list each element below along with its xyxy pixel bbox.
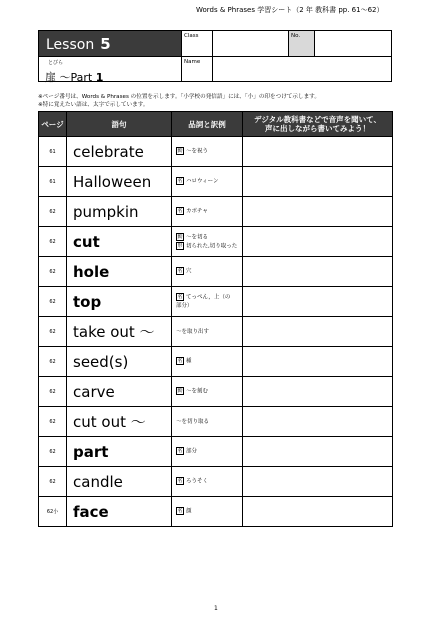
part-ruby: とびら: [48, 60, 64, 66]
table-row: [39, 467, 393, 497]
row-word: part: [67, 437, 172, 467]
meaning-text: ろうそく: [186, 478, 209, 485]
meaning-line: [176, 177, 242, 186]
row-page: 61: [39, 137, 67, 167]
row-word: take out ～: [67, 317, 172, 347]
row-meaning: [172, 197, 243, 227]
class-field[interactable]: [212, 31, 288, 56]
row-word: celebrate: [67, 137, 172, 167]
row-word: cut out ～: [67, 407, 172, 437]
meaning-text: 部分: [186, 448, 198, 455]
meaning-text: 顔: [186, 508, 192, 515]
meaning-line: [176, 477, 242, 486]
pos-badge: 名: [177, 508, 183, 515]
row-page: 62: [39, 197, 67, 227]
meaning-text: ハロウィーン: [186, 178, 219, 185]
row-word: Halloween: [67, 167, 172, 197]
writing-cell[interactable]: [243, 137, 393, 167]
row-word: cut: [67, 227, 172, 257]
lesson-info-box: [38, 30, 392, 82]
table-row: [39, 377, 393, 407]
row-word: carve: [67, 377, 172, 407]
table-row: [39, 137, 393, 167]
table-row: [39, 437, 393, 467]
meaning-line: [176, 418, 242, 426]
writing-cell[interactable]: [243, 497, 393, 527]
pos-badge: 名: [177, 448, 183, 455]
meaning-text: ～を切る: [186, 234, 209, 241]
lesson-number: 5: [100, 35, 111, 53]
row-page: 62: [39, 437, 67, 467]
name-field[interactable]: [212, 56, 391, 82]
no-label-cell: [288, 31, 314, 56]
lesson-label: Lesson 5: [39, 31, 181, 56]
row-meaning: [172, 407, 243, 437]
row-page: 61: [39, 167, 67, 197]
row-meaning: [172, 137, 243, 167]
header-page: ページ: [39, 112, 67, 137]
meaning-text: カボチャ: [186, 208, 208, 215]
meaning-line: [176, 147, 242, 156]
no-field[interactable]: [314, 31, 391, 56]
meaning-line: [176, 507, 242, 516]
header-word: 語句: [67, 112, 172, 137]
note-1: ※ページ番号は、Words & Phrases の位置を示します。「小学校の発信語」には、「小」の印をつけて示します。: [38, 94, 320, 100]
meaning-text: 部分）: [176, 302, 193, 309]
row-meaning: [172, 377, 243, 407]
meaning-text: ～を刻む: [186, 388, 209, 395]
row-word: candle: [67, 467, 172, 497]
writing-cell[interactable]: [243, 257, 393, 287]
pos-badge: 名: [177, 478, 183, 485]
row-word: top: [67, 287, 172, 317]
header-practice: デジタル教科書などで音声を聞いて、 声に出しながら書いてみよう！: [243, 112, 393, 137]
row-meaning: [172, 287, 243, 317]
writing-cell[interactable]: [243, 167, 393, 197]
row-page: 62小: [39, 497, 67, 527]
row-word: seed(s): [67, 347, 172, 377]
header-meaning: 品詞と訳例: [172, 112, 243, 137]
pos-badge: 動: [177, 148, 183, 155]
row-meaning: [172, 347, 243, 377]
row-page: 62: [39, 227, 67, 257]
row-meaning: [172, 317, 243, 347]
row-page: 62: [39, 287, 67, 317]
meaning-line: [176, 447, 242, 456]
writing-cell[interactable]: [243, 197, 393, 227]
row-meaning: [172, 257, 243, 287]
pos-badge: 名: [177, 268, 183, 275]
name-label: Name: [184, 59, 201, 65]
row-page: 62: [39, 407, 67, 437]
table-row: [39, 407, 393, 437]
row-page: 62: [39, 347, 67, 377]
no-label: No.: [291, 33, 301, 39]
meaning-text: 切られた,切り取った: [186, 243, 238, 249]
table-row: [39, 257, 393, 287]
pos-badge: 名: [177, 208, 183, 215]
meaning-line: [176, 328, 242, 336]
meaning-text: ～を取り出す: [176, 328, 210, 335]
row-page: 62: [39, 467, 67, 497]
meaning-line: [176, 302, 242, 310]
writing-cell[interactable]: [243, 437, 393, 467]
meaning-text: ～を切り取る: [176, 418, 210, 425]
row-meaning: [172, 227, 243, 257]
pos-badge: 動: [177, 388, 183, 395]
pos-badge: 名: [177, 358, 183, 365]
row-word: pumpkin: [67, 197, 172, 227]
note-2: ※特に覚えたい語は、太字で示しています。: [38, 102, 149, 108]
table-row: [39, 287, 393, 317]
meaning-line: [176, 387, 242, 396]
pos-badge: 名: [177, 294, 183, 301]
class-label: Class: [184, 33, 199, 39]
pos-badge: 動: [177, 234, 183, 240]
row-word: face: [67, 497, 172, 527]
writing-cell[interactable]: [243, 287, 393, 317]
meaning-text: 穴: [186, 268, 192, 275]
table-row: [39, 317, 393, 347]
writing-cell[interactable]: [243, 227, 393, 257]
meaning-line: [176, 357, 242, 366]
writing-cell[interactable]: [243, 377, 393, 407]
writing-cell[interactable]: [243, 347, 393, 377]
vocab-table: [38, 111, 393, 527]
notes: [38, 93, 320, 109]
row-page: 62: [39, 257, 67, 287]
row-meaning: [172, 467, 243, 497]
part-label: [39, 56, 181, 82]
row-page: 62: [39, 317, 67, 347]
meaning-line: [176, 242, 242, 251]
table-row: [39, 227, 393, 257]
sheet-title: Words & Phrases 学習シート（2 年 教科書 pp. 61〜62）: [196, 6, 384, 14]
meaning-text: 種: [186, 358, 192, 365]
meaning-text: てっぺん，上（の: [186, 294, 231, 301]
row-word: hole: [67, 257, 172, 287]
part-title: 扉 ～Part 1: [45, 71, 104, 84]
row-meaning: [172, 437, 243, 467]
table-row: [39, 497, 393, 527]
row-page: 62: [39, 377, 67, 407]
writing-cell[interactable]: [243, 407, 393, 437]
meaning-line: [176, 233, 242, 242]
name-label-cell: [181, 56, 212, 82]
row-meaning: [172, 497, 243, 527]
writing-cell[interactable]: [243, 317, 393, 347]
meaning-text: ～を祝う: [186, 148, 209, 155]
class-label-cell: [181, 31, 212, 56]
table-row: [39, 197, 393, 227]
meaning-line: [176, 293, 242, 302]
writing-cell[interactable]: [243, 467, 393, 497]
table-header-row: [39, 112, 393, 137]
row-meaning: [172, 167, 243, 197]
pos-badge: 名: [177, 178, 183, 185]
table-row: [39, 167, 393, 197]
page-number: 1: [214, 605, 218, 612]
table-row: [39, 347, 393, 377]
pos-badge: 形: [177, 242, 183, 249]
meaning-line: [176, 267, 242, 276]
meaning-line: [176, 207, 242, 216]
